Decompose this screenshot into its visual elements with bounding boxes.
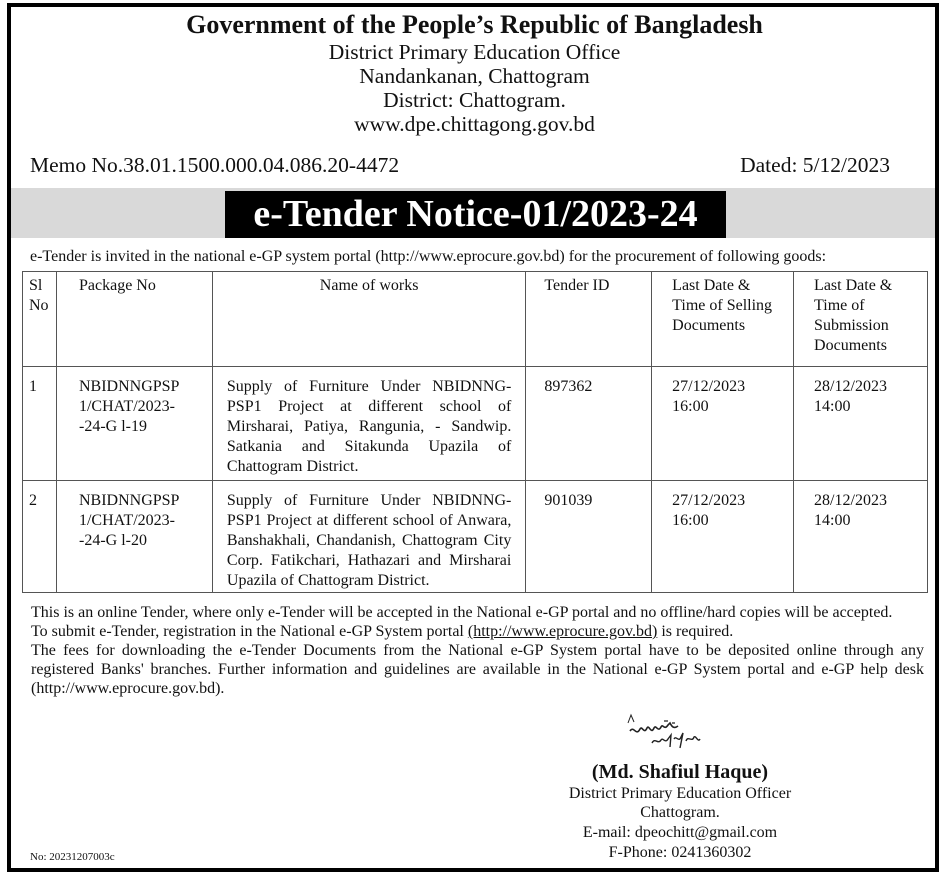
works-text: Supply of Furniture Under NBIDNNG-PSP1 Project at different school of Anwara, Banshakhali, Chandanish, Chattogram City Corp. Fatikchari, Hathazari and Mirsharai Upazila of Chattogram District. <box>226 492 512 589</box>
header-text: Time of <box>814 297 865 314</box>
handwritten-signature <box>608 713 718 761</box>
cell-submission-date <box>794 481 928 593</box>
cell-package-no <box>56 481 212 593</box>
cell-selling-date <box>652 481 794 593</box>
paragraph-fees: The fees for downloading the e-Tender Documents from the National e-GP System portal have to be deposited online through any registered Banks' branches. Further information and guidelines are available in the National e-GP System portal and e-GP help desk (http://www.eprocure.gov.bd). <box>31 642 924 697</box>
header-selling-date <box>652 272 794 367</box>
table-row <box>23 367 928 481</box>
submission-date: 28/12/2023 <box>814 378 887 395</box>
cell-name-of-works <box>212 367 525 481</box>
header-text: Sl <box>29 277 43 294</box>
cell-submission-date <box>794 367 928 481</box>
signatory-name: (Md. Shafiul Haque) <box>591 761 769 783</box>
signatory-designation: District Primary Education Officer <box>568 785 792 802</box>
government-title: Government of the People’s Republic of Bangladesh <box>186 10 763 39</box>
header-text: Documents <box>672 317 746 334</box>
package-line: -24-G l-19 <box>78 418 147 435</box>
signatory-place: Chattogram. <box>640 804 720 821</box>
office-district: District: Chattogram. <box>383 88 566 112</box>
selling-date: 27/12/2023 <box>672 492 746 509</box>
header-submission-date <box>794 272 928 367</box>
package-line: -24-G l-20 <box>78 532 147 549</box>
header-package-no: Package No <box>56 272 212 367</box>
table-header-row <box>23 272 928 367</box>
package-line: 1/CHAT/2023- <box>78 398 175 415</box>
header-name-of-works: Name of works <box>212 272 525 367</box>
intro-text: e-Tender is invited in the national e-GP system portal (http://www.eprocure.gov.bd) for the procurement of following goods: <box>30 248 827 265</box>
header-sl-no <box>23 272 57 367</box>
header-text: Documents <box>814 337 887 354</box>
memo-date: Dated: 5/12/2023 <box>740 153 890 177</box>
paragraph-registration <box>31 622 924 641</box>
table-row <box>23 481 928 593</box>
registration-text-end: is required. <box>657 623 734 640</box>
selling-date: 27/12/2023 <box>672 378 746 395</box>
submission-time: 14:00 <box>814 512 851 529</box>
office-name: District Primary Education Office <box>328 40 621 64</box>
header-text: Time of Selling <box>672 297 773 314</box>
memo-number: Memo No.38.01.1500.000.04.086.20-4472 <box>30 153 400 177</box>
signatory-email: E-mail: dpeochitt@gmail.com <box>582 824 778 841</box>
header-text: Last Date & <box>672 277 751 294</box>
package-line: 1/CHAT/2023- <box>78 512 175 529</box>
cell-sl: 1 <box>23 367 57 481</box>
cell-sl: 2 <box>23 481 57 593</box>
cell-package-no <box>56 367 212 481</box>
submission-date: 28/12/2023 <box>814 492 887 509</box>
eprocure-link[interactable]: (http://www.eprocure.gov.bd) <box>467 623 658 640</box>
package-line: NBIDNNGPSP <box>78 378 180 395</box>
header-tender-id: Tender ID <box>526 272 652 367</box>
cell-tender-id: 897362 <box>526 367 652 481</box>
registration-text: To submit e-Tender, registration in the National e-GP System portal <box>31 623 468 640</box>
tender-table <box>22 271 928 593</box>
cell-tender-id: 901039 <box>526 481 652 593</box>
paragraph-online-tender: This is an online Tender, where only e-Tender will be accepted in the National e-GP portal and no offline/hard copies will be accepted. <box>31 604 893 621</box>
cell-selling-date <box>652 367 794 481</box>
office-location: Nandankanan, Chattogram <box>359 64 590 88</box>
header-text: No <box>29 297 49 314</box>
office-website: www.dpe.chittagong.gov.bd <box>354 112 595 136</box>
selling-time: 16:00 <box>672 398 709 415</box>
notice-title: e-Tender Notice-01/2023-24 <box>225 191 726 238</box>
cell-name-of-works <box>212 481 525 593</box>
package-line: NBIDNNGPSP <box>78 492 180 509</box>
submission-time: 14:00 <box>814 398 851 415</box>
notice-paragraphs <box>31 603 924 698</box>
selling-time: 16:00 <box>672 512 709 529</box>
signatory-phone: F-Phone: 0241360302 <box>608 844 752 861</box>
works-text: Supply of Furniture Under NBIDNNG-PSP1 Project at different school of Mirsharai, Patiya, Rangunia, - Sandwip. Satkania and Sitakunda Upazila of Chattogram District. <box>226 378 512 475</box>
footer-reference-number: No: 20231207003c <box>30 851 115 863</box>
header-text: Submission <box>814 317 889 334</box>
header-text: Last Date & <box>814 277 893 294</box>
